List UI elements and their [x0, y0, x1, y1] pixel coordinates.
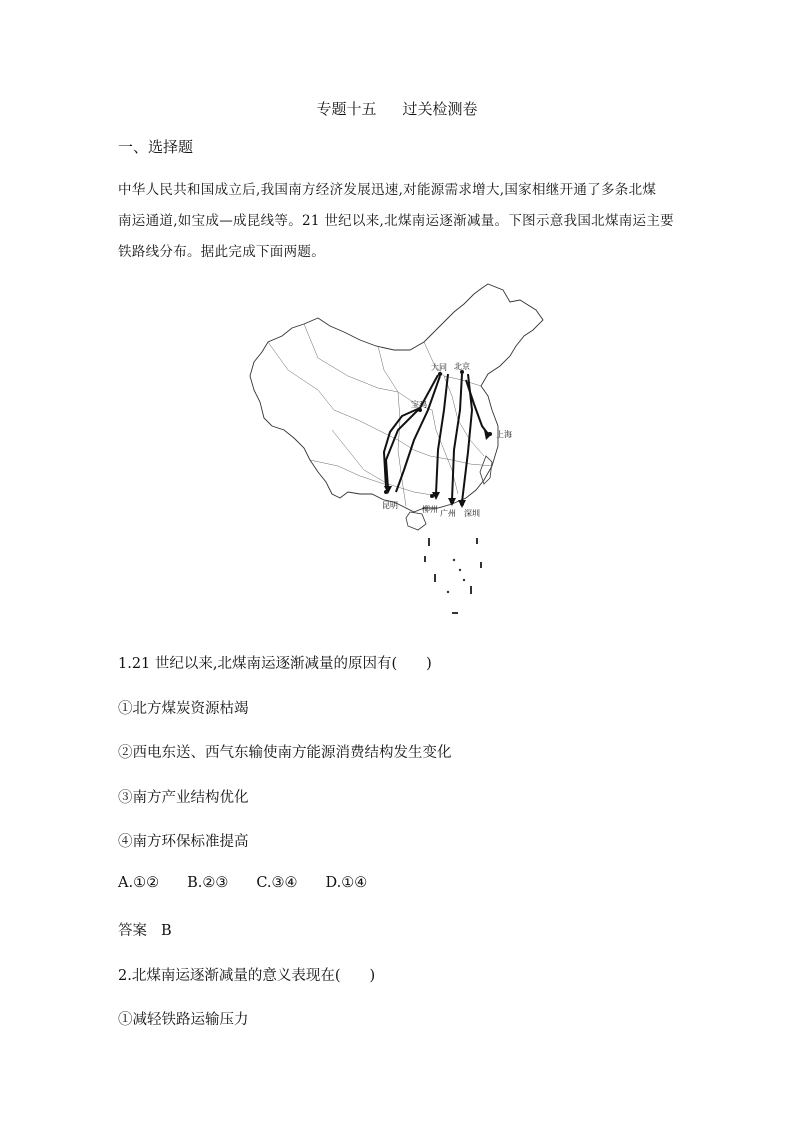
city-markers: [384, 370, 492, 506]
railway-to-shanghai: [466, 380, 488, 434]
choice-a: A.①②: [118, 875, 160, 891]
page-title: [0, 98, 794, 119]
section-heading: 一、选择题: [118, 138, 194, 156]
city-label-shenzhen: 深圳: [464, 509, 480, 518]
q1-option-1: ①北方煤炭资源枯竭: [118, 701, 249, 717]
city-dot-shenzhen: [460, 502, 464, 506]
intro-line-2: 南运通道,如宝成—成昆线等。21 世纪以来,北煤南运逐渐减量。下图示意我国北煤南运主要: [118, 213, 674, 229]
hainan-island: [406, 512, 426, 530]
city-label-liuzhou: 柳州: [422, 505, 438, 514]
intro-line-3: 铁路线分布。据此完成下面两题。: [118, 244, 325, 260]
south-sea-islands: [424, 538, 482, 614]
q1-choices: [118, 875, 395, 891]
q1-stem: 1.21 世纪以来,北煤南运逐渐减量的原因有( ): [118, 656, 432, 672]
title-sub: 过关检测卷: [402, 100, 478, 118]
q1-answer: [118, 919, 172, 940]
choice-b: B.②③: [187, 875, 229, 891]
q1-option-4: ④南方环保标准提高: [118, 834, 249, 850]
china-coal-railway-map: [248, 280, 548, 625]
q1-option-2: ②西电东送、西气东输使南方能源消费结构发生变化: [118, 745, 452, 761]
q1-option-3: ③南方产业结构优化: [118, 790, 249, 806]
answer-value: B: [161, 923, 172, 939]
city-label-beijing: 北京: [454, 362, 470, 371]
railway-beijing-guangzhou: [452, 374, 462, 500]
city-label-guangzhou: 广州: [440, 509, 456, 518]
answer-label: 答案: [118, 923, 147, 939]
q2-option-1: ①减轻铁路运输压力: [118, 1012, 249, 1028]
choice-c: C.③④: [256, 875, 298, 891]
choice-d: D.①④: [325, 875, 368, 891]
china-outline: [250, 284, 543, 512]
title-main: 专题十五: [316, 100, 377, 118]
city-dot-shanghai: [488, 432, 492, 436]
railway-baocheng-chengkun: [386, 375, 438, 488]
city-label-datong: 大同: [431, 363, 447, 372]
city-dot-kunming: [384, 490, 388, 494]
q2-stem: 2.北煤南运逐渐减量的意义表现在( ): [118, 968, 376, 984]
city-label-kunming: 昆明: [382, 501, 398, 510]
city-dot-liuzhou: [430, 494, 434, 498]
city-label-shanghai: 上海: [496, 430, 512, 439]
intro-line-1: 中华人民共和国成立后,我国南方经济发展迅速,对能源需求增大,国家相继开通了多条北煤: [118, 182, 657, 198]
city-dot-datong: [438, 372, 442, 376]
city-label-baoji: 宝鸡: [411, 400, 427, 409]
railway-datong-kunming: [396, 376, 440, 492]
city-dot-guangzhou: [450, 500, 454, 504]
